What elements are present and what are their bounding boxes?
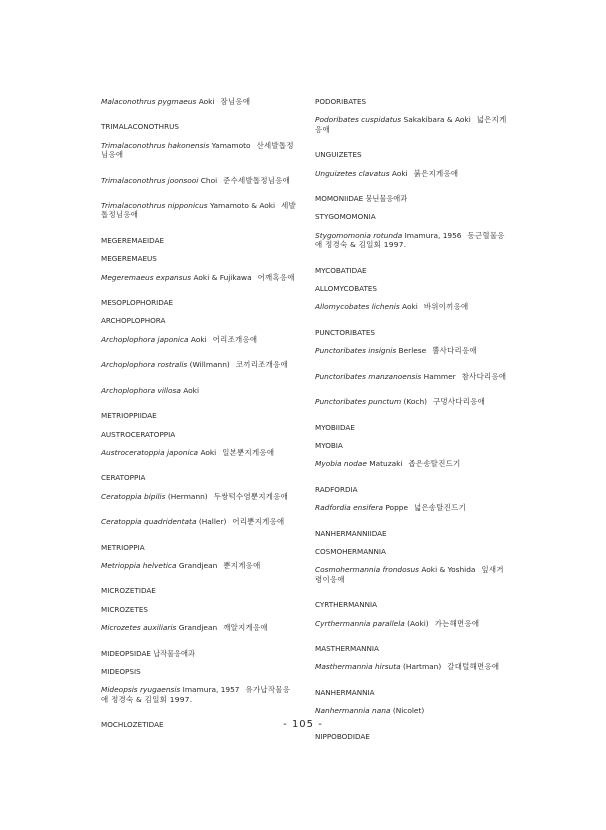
scientific-name: Trimalaconothrus joonsooi [101,175,199,185]
korean-name: 세발톱정님응애 [101,201,297,220]
taxon-heading: PODORIBATES [315,97,367,106]
species-entry [101,492,297,501]
species-entry [101,386,297,395]
author-citation: Sakakibara & Aoki [401,115,471,125]
korean-name: 넓은지게응애 [315,115,507,134]
korean-name: 붉은지게응애 [413,168,459,178]
korean-name: 넓은송탈진드기 [414,503,467,513]
author-citation: (Hermann) [165,491,208,501]
author-citation: (Nicolet) [390,706,425,716]
species-entry [101,561,297,570]
korean-name: 갈대털해면응애 [447,662,500,672]
author-citation: Aoki & Yoshida [419,565,476,575]
scientific-name: Punctoribates insignis [315,346,397,356]
korean-name: 참사다리응애 [461,371,507,381]
author-citation: Yamamoto & Aoki [207,201,276,211]
author-citation: Grandjean [176,623,218,633]
korean-name: 잎새거령이응애 [315,565,504,584]
species-entry [101,176,297,185]
species-entry [315,169,511,178]
scientific-name: Cosmohermannia frondosus [315,565,419,575]
author-citation: Imamura, 1956 [402,230,462,240]
species-entry [101,685,297,704]
author-citation: (Aoki) [404,618,429,628]
scientific-name: Ceratoppia bipilis [101,491,166,501]
author-citation: Matuzaki [366,459,403,469]
scientific-name: Allomycobates lichenis [315,302,400,312]
species-entry [101,201,297,220]
author-citation: Aoki [188,334,207,344]
korean-name: 좁은송탈진드기 [408,459,461,469]
taxon-heading: ARCHOPLOPHORA [101,316,166,326]
species-entry [101,141,297,160]
taxon-heading: CERATOPPIA [101,473,146,483]
scientific-name: Radfordia ensifera [315,503,383,513]
taxon-heading: NIPPOBODIDAE [315,731,370,741]
taxon-heading: MIDEOPSIDAE 납작물응애과 [101,648,195,658]
scientific-name: Masthermannia hirsuta [315,662,401,672]
taxon-heading: STYGOMOMONIA [315,212,376,222]
species-entry [315,662,511,671]
species-entry [315,565,511,584]
korean-name: 어리조개응애 [212,334,258,344]
korean-name: 준수세발톱정님응애 [223,175,291,185]
scientific-name: Unguizetes clavatus [315,168,390,178]
species-entry [315,706,511,715]
species-entry [315,459,511,468]
author-citation: Yamamoto [209,140,251,150]
scientific-name: Myobia nodae [315,459,367,469]
taxon-heading: MYOBIA [315,440,343,450]
taxon-heading: METRIOPPIIDAE [101,411,157,421]
taxon-heading: ALLOMYCOBATES [315,284,377,294]
species-entry [101,448,297,457]
taxon-heading: MICROZETIDAE [101,586,156,596]
taxon-heading: AUSTROCERATOPPIA [101,429,176,439]
taxon-heading: NANHERMANNIIDAE [315,528,387,538]
taxon-heading: UNGUIZETES [315,150,362,160]
korean-name: 동근혈물응애 정경숙 & 김일회 1997. [315,230,505,250]
author-citation: Choi [198,175,218,185]
species-entry [101,335,297,344]
scientific-name: Metrioppia helvetica [101,560,177,570]
korean-name: 바위이끼응애 [423,302,469,312]
author-citation: (Haller) [196,517,227,527]
taxon-heading: MICROZETES [101,604,148,614]
scientific-name: Punctoribates manzanoensis [315,371,422,381]
scientific-name: Archoplophora villosa [101,385,181,395]
scientific-name: Cyrthermannia parallela [315,618,405,628]
korean-name: 두쌍턱수염뿐지게응애 [213,491,289,501]
species-entry [315,397,511,406]
species-entry [315,115,511,134]
species-entry [315,302,511,311]
species-entry [101,517,297,526]
species-entry [101,360,297,369]
author-citation: Aoki [399,302,418,312]
taxon-heading: MIDEOPSIS [101,666,141,676]
korean-name: 어깨혹응애 [257,272,295,282]
species-entry [101,273,297,282]
author-citation: Hammer [421,371,456,381]
taxon-heading: NANHERMANNIA [315,687,375,697]
scientific-name: Megeremaeus expansus [101,272,192,282]
author-citation: Aoki [198,447,217,457]
korean-name: 어리뿐지게응애 [232,517,285,527]
scientific-name: Microzetes auxiliaris [101,623,177,633]
species-entry [315,503,511,512]
scientific-name: Nanhermannia nana [315,706,391,716]
author-citation: Aoki & Fujikawa [191,272,252,282]
species-entry [315,619,511,628]
taxon-heading: TRIMALACONOTHRUS [101,122,179,132]
korean-name: 유가납작물응애 정경숙 & 김일회 1997. [101,685,291,704]
taxon-heading: MYOBIIDAE [315,422,355,432]
taxon-heading: CYRTHERMANNIA [315,600,377,610]
species-entry [315,231,511,250]
korean-name: 구멍사다리응애 [433,397,486,407]
taxon-heading: METRIOPPIA [101,542,145,552]
taxon-heading: MOMONIIDAE 뭉닌물응애과 [315,194,408,204]
taxon-heading: MOCHLOZETIDAE [101,720,164,730]
scientific-name: Trimalaconothrus nipponicus [101,201,208,211]
author-citation: Aoki [389,168,408,178]
korean-name: 산세발톱정님응애 [101,140,294,160]
left-column [101,97,297,739]
scientific-name: Mideopsis ryugaensis [101,685,181,695]
taxon-heading: MASTHERMANNIA [315,643,379,653]
korean-name: 깨알지게응애 [223,623,268,633]
scientific-name: Podoribates cuspidatus [315,115,402,125]
scientific-name: Archoplophora japonica [101,334,189,344]
page-number: - 105 - [283,719,323,730]
author-citation: Aoki [180,385,200,395]
korean-name: 뿐지게응애 [223,560,261,570]
taxon-heading: MESOPLOPHORIDAE [101,298,174,308]
korean-name: 가는해면응애 [434,618,480,628]
author-citation: Poppe [383,503,408,513]
korean-name: 잠님응애 [220,97,251,106]
species-entry [315,372,511,381]
species-entry [315,346,511,355]
author-citation: Imamura, 1957 [180,685,240,695]
scientific-name: Punctoribates punctum [315,397,402,407]
author-citation: (Hartman) [400,662,442,672]
species-entry [101,97,297,106]
scientific-name: Austroceratoppia japonica [101,447,199,457]
scientific-name: Stygomomonia rotunda [315,230,403,240]
taxon-heading: PUNCTORIBATES [315,327,375,337]
taxon-heading: RADFORDIA [315,484,358,494]
author-citation: Grandjean [176,560,218,570]
scientific-name: Malaconothrus pygmaeus [101,97,197,106]
scientific-name: Archoplophora rostralis [101,360,188,370]
author-citation: (Willmann) [187,360,230,370]
taxon-heading: COSMOHERMANNIA [315,546,386,556]
taxon-heading: MEGEREMAEUS [101,254,157,264]
korean-name: 코끼리조개응애 [235,360,288,370]
taxon-heading: MEGEREMAEIDAE [101,235,165,245]
korean-name: 일본뿐지게응애 [222,447,275,457]
author-citation: Aoki [196,97,215,106]
species-entry [101,623,297,632]
scientific-name: Trimalaconothrus hakonensis [101,140,210,150]
korean-name: 뿔사다리응애 [432,346,477,356]
scientific-name: Ceratoppia quadridentata [101,517,197,527]
right-column [315,97,511,750]
author-citation: Berlese [396,346,427,356]
taxon-heading: MYCOBATIDAE [315,265,367,275]
author-citation: (Koch) [401,397,428,407]
